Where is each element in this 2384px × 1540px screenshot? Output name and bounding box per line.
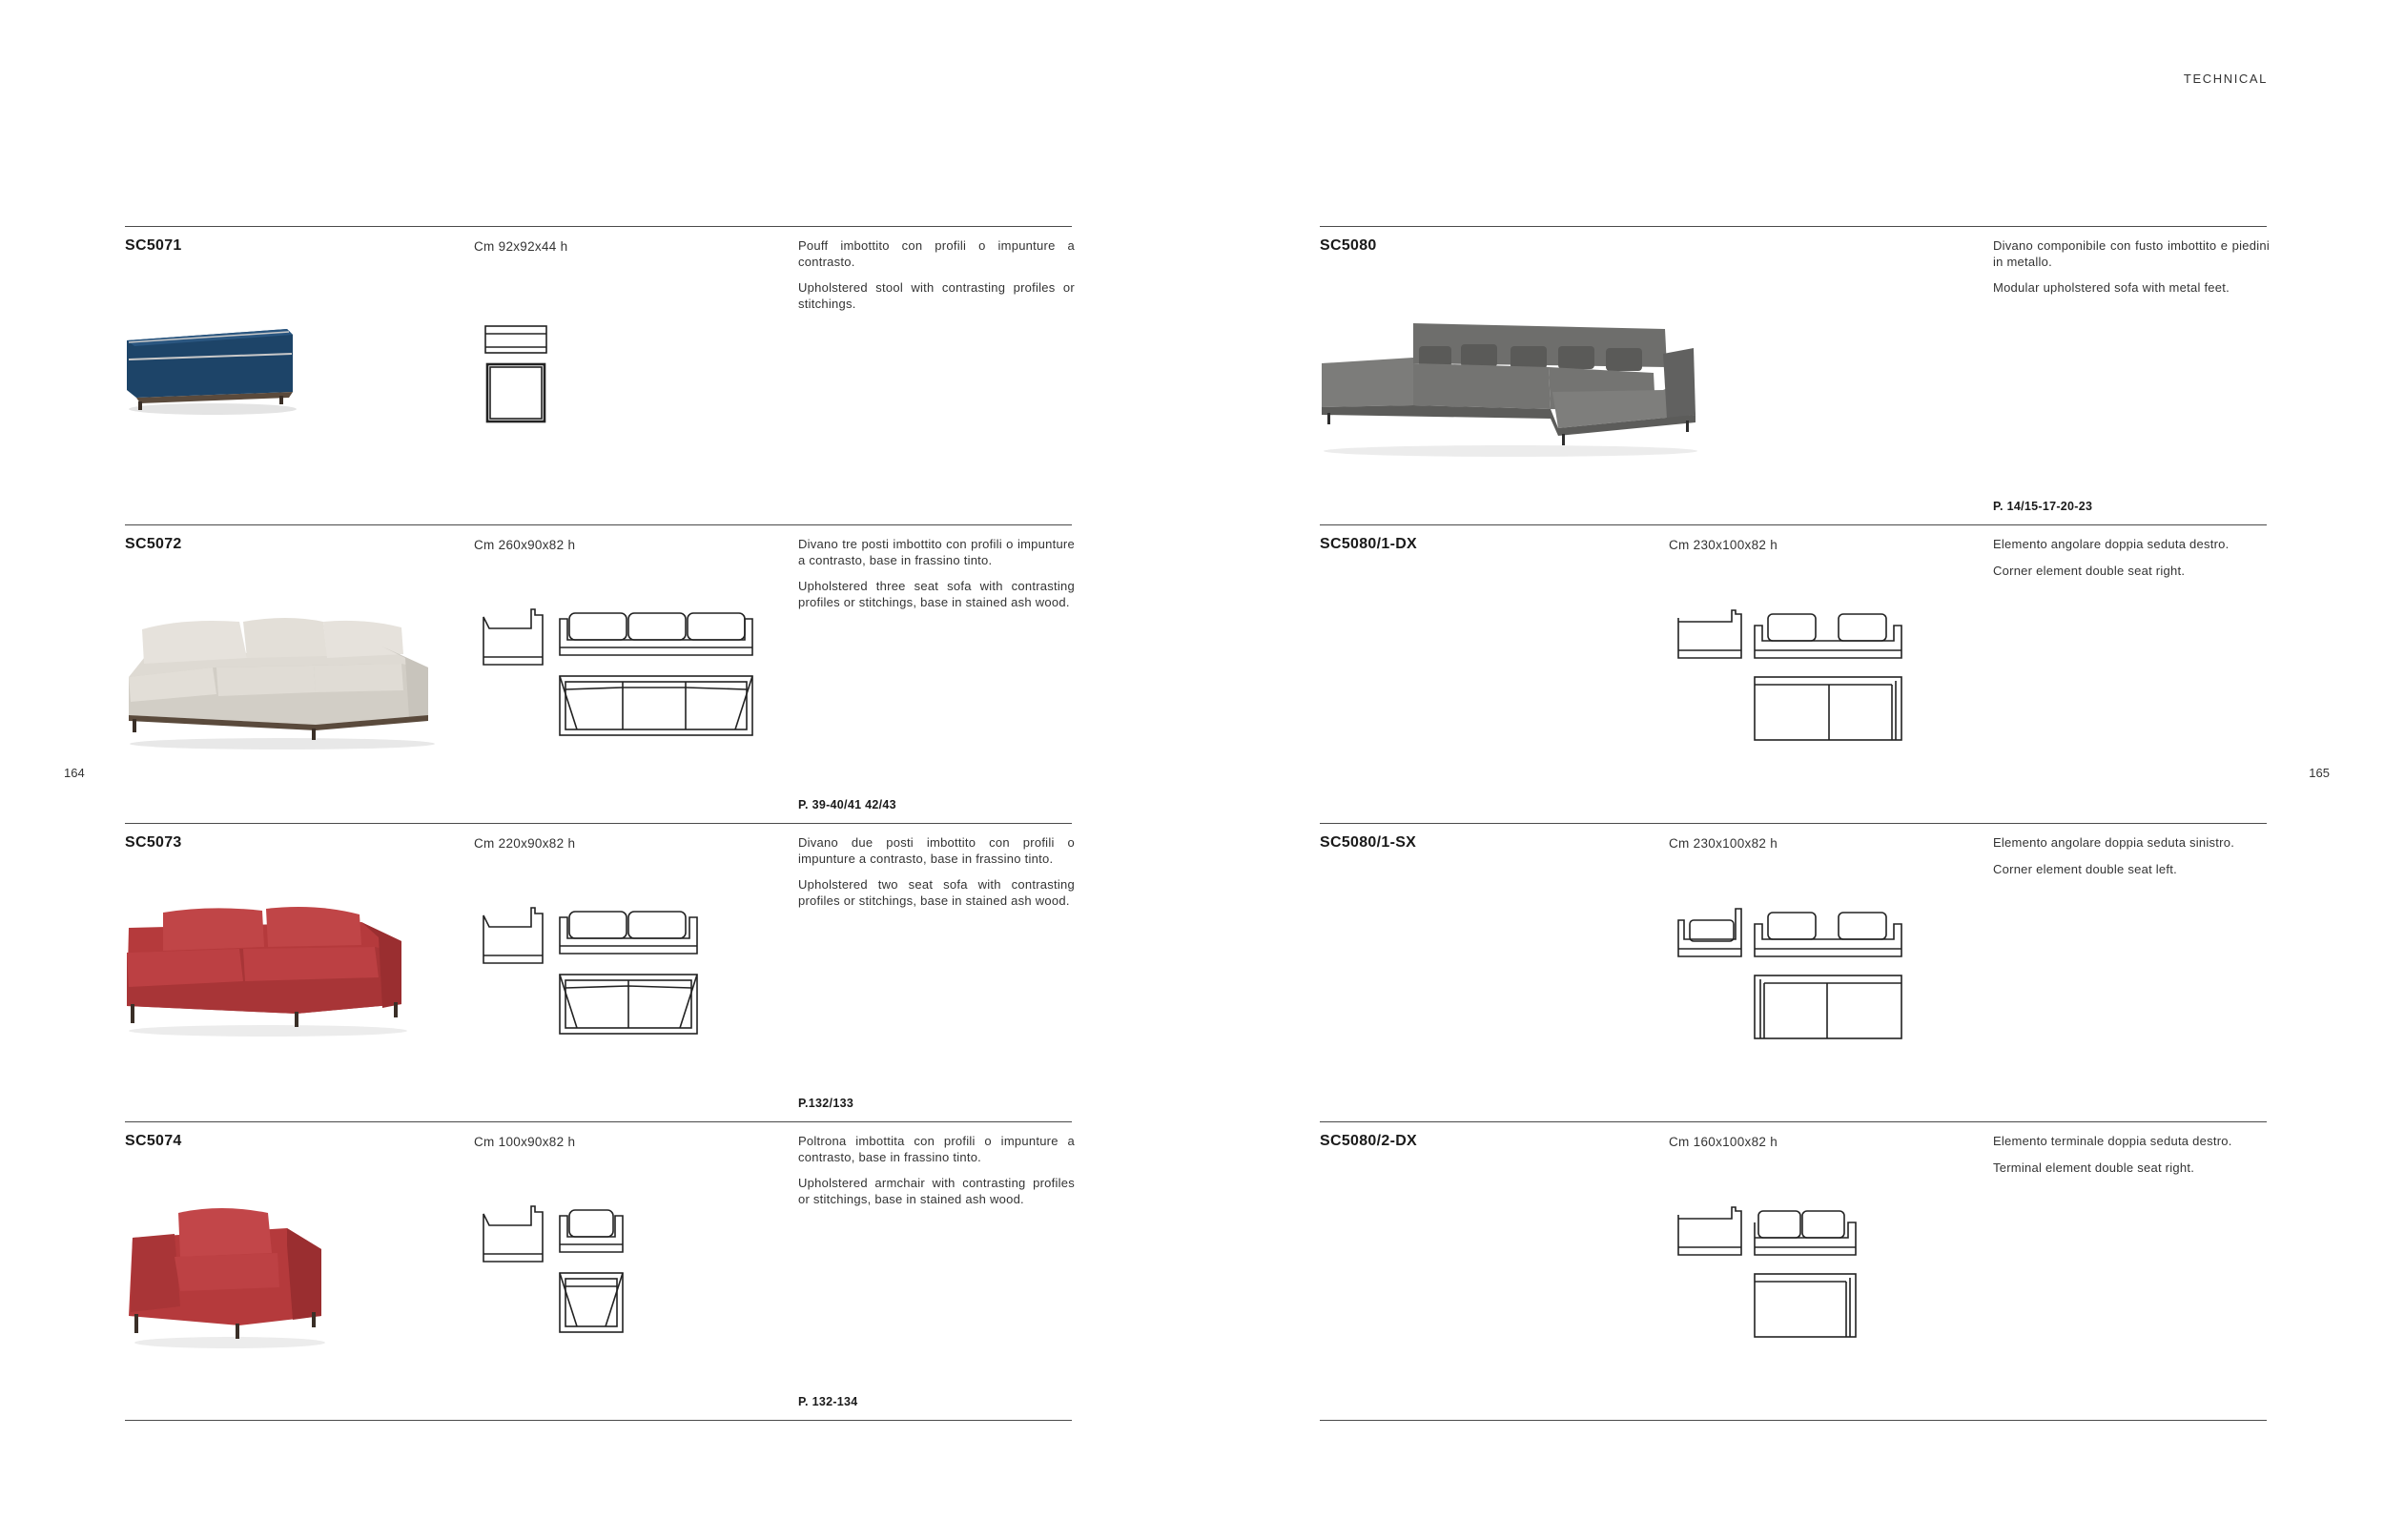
description-english: Corner element double seat left. [1993, 861, 2177, 876]
product-dimensions: Cm 92x92x44 h [474, 239, 568, 254]
product-row-sc5080-2-dx [1320, 1121, 2267, 1420]
rule [125, 1420, 1072, 1421]
description-english: Upholstered two seat sofa with contrasting profiles or stitchings, base in stained ash wood. [798, 877, 1075, 908]
section-header: TECHNICAL [2183, 72, 2268, 86]
product-description [1993, 1134, 2270, 1186]
description-italian: Divano due posti imbottito con profili o impunture a contrasto, base in frassino tinto. [798, 835, 1075, 866]
corner-element-right-drawing [1676, 608, 1915, 747]
description-italian: Pouff imbottito con profili o impunture a contrasto. [798, 238, 1075, 269]
product-description [798, 537, 1075, 621]
pouf-drawing [483, 324, 550, 429]
rule [1320, 1420, 2267, 1421]
product-description [1993, 238, 2270, 307]
product-dimensions: Cm 230x100x82 h [1669, 538, 1778, 552]
page-number-right: 165 [2309, 766, 2330, 780]
three-seat-sofa-photo [125, 610, 440, 753]
terminal-element-drawing [1676, 1205, 1867, 1344]
description-english: Upholstered stool with contrasting profiles or stitchings. [798, 280, 1075, 311]
description-italian: Elemento angolare doppia seduta destro. [1993, 537, 2230, 551]
description-italian: Divano tre posti imbottito con profili o impunture a contrasto, base in frassino tinto. [798, 537, 1075, 567]
page-number-left: 164 [64, 766, 85, 780]
two-seat-sofa-photo [125, 899, 411, 1042]
product-dimensions: Cm 260x90x82 h [474, 538, 576, 552]
description-italian: Poltrona imbottita con profili o impunture a contrasto, base in frassino tinto. [798, 1134, 1075, 1164]
product-row-sc5074 [125, 1121, 1075, 1420]
product-code: SC5080/1-SX [1320, 834, 1417, 851]
description-english: Corner element double seat right. [1993, 563, 2186, 578]
product-code: SC5080 [1320, 237, 1377, 254]
product-description [1993, 537, 2270, 589]
product-code: SC5080/1-DX [1320, 536, 1418, 552]
three-seat-sofa-drawing [482, 607, 768, 746]
armchair-photo [125, 1200, 335, 1352]
description-italian: Divano componibile con fusto imbottito e piedini in metallo. [1993, 238, 2270, 269]
two-seat-sofa-drawing [482, 906, 720, 1044]
page-reference: P. 132-134 [798, 1395, 858, 1408]
product-code: SC5073 [125, 834, 182, 851]
armchair-drawing [482, 1204, 634, 1343]
description-english: Terminal element double seat right. [1993, 1160, 2195, 1175]
product-description [798, 238, 1075, 322]
product-row-sc5080 [1320, 226, 2270, 524]
product-row-sc5071 [125, 226, 1075, 524]
corner-element-left-drawing [1676, 907, 1915, 1045]
description-english: Modular upholstered sofa with metal feet. [1993, 280, 2230, 295]
description-english: Upholstered armchair with contrasting profiles or stitchings, base in stained ash wood. [798, 1176, 1075, 1206]
product-description [1993, 835, 2270, 888]
page-reference: P. 14/15-17-20-23 [1993, 500, 2093, 513]
page-reference: P. 39-40/41 42/43 [798, 798, 896, 811]
description-english: Upholstered three seat sofa with contrasting profiles or stitchings, base in stained ash wood. [798, 579, 1075, 609]
product-code: SC5074 [125, 1133, 182, 1149]
product-code: SC5080/2-DX [1320, 1133, 1418, 1149]
product-row-sc5080-1-sx [1320, 823, 2267, 1121]
description-italian: Elemento terminale doppia seduta destro. [1993, 1134, 2232, 1148]
modular-sofa-photo [1320, 319, 1701, 462]
description-italian: Elemento angolare doppia seduta sinistro. [1993, 835, 2235, 850]
product-code: SC5071 [125, 237, 182, 254]
product-dimensions: Cm 230x100x82 h [1669, 836, 1778, 851]
product-dimensions: Cm 160x100x82 h [1669, 1135, 1778, 1149]
product-row-sc5073 [125, 823, 1075, 1121]
product-description [798, 1134, 1075, 1218]
product-row-sc5072 [125, 524, 1075, 823]
product-code: SC5072 [125, 536, 182, 552]
product-row-sc5080-1-dx [1320, 524, 2267, 823]
product-description [798, 835, 1075, 919]
page-reference: P.132/133 [798, 1097, 854, 1110]
product-dimensions: Cm 100x90x82 h [474, 1135, 576, 1149]
pouf-photo [125, 321, 301, 417]
product-dimensions: Cm 220x90x82 h [474, 836, 576, 851]
